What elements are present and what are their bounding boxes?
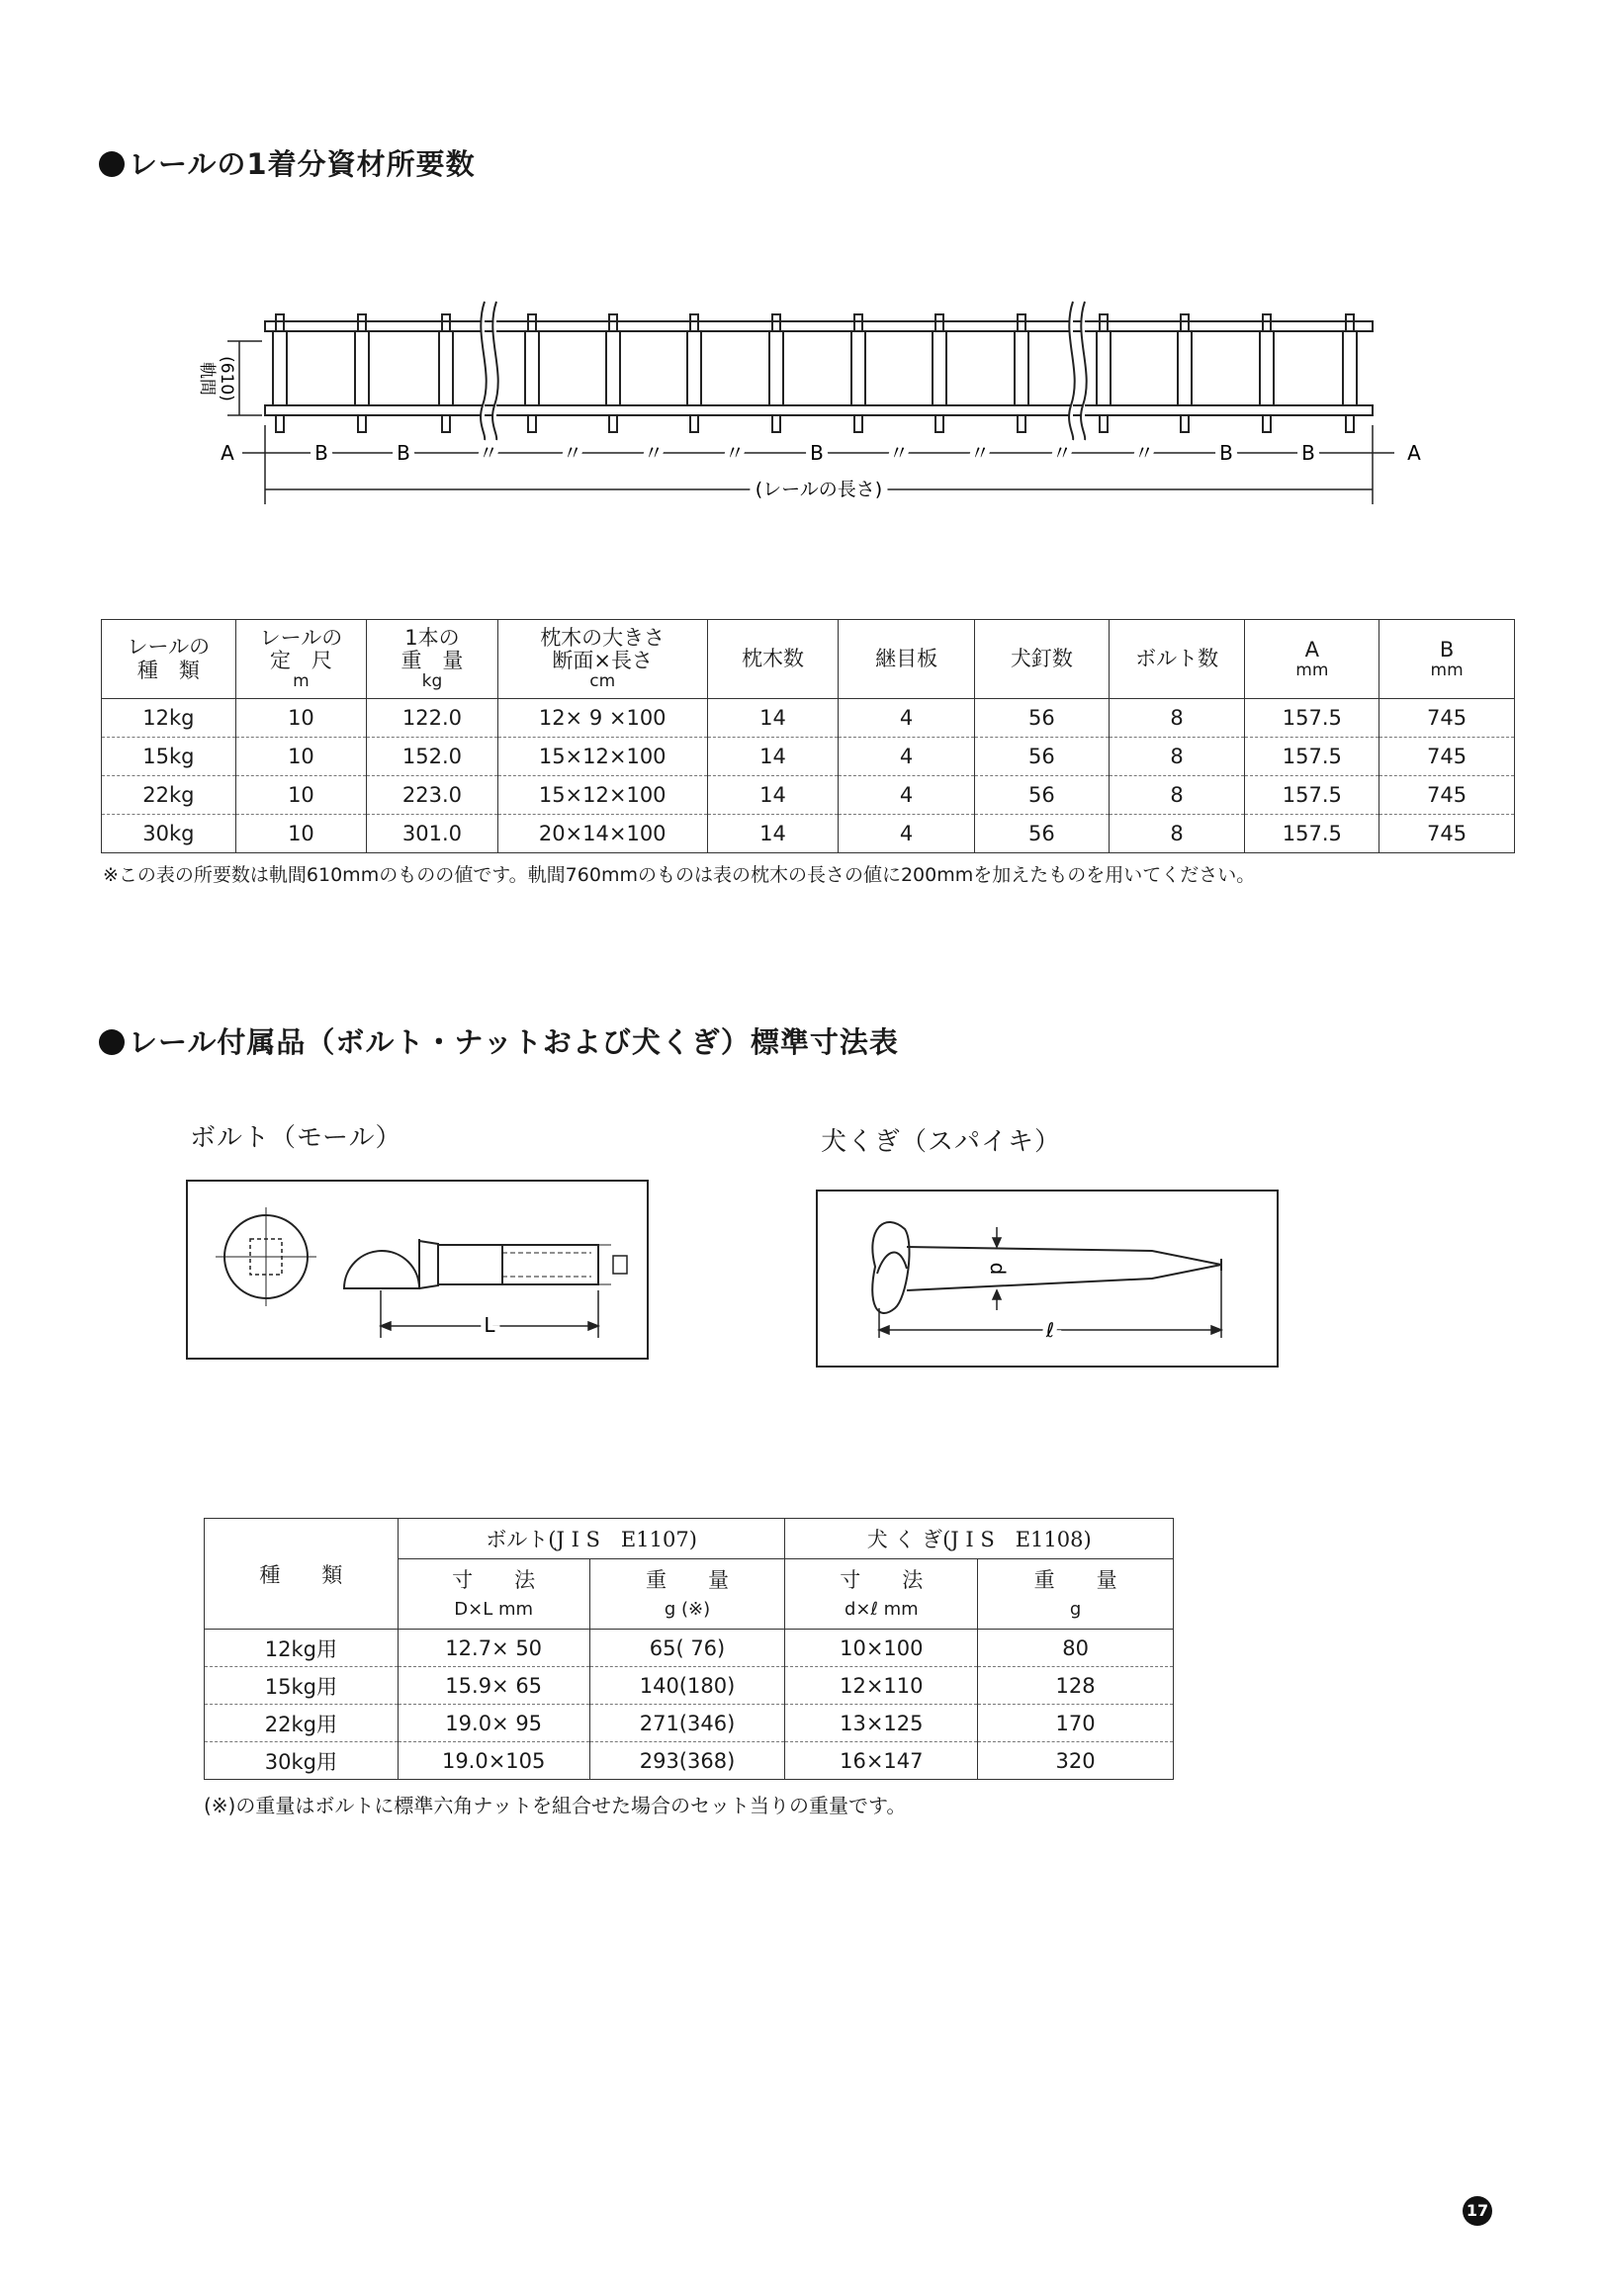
col-rail-length: レールの 定 尺 m: [235, 620, 367, 699]
col-spike-weight: 重 量 g: [978, 1559, 1174, 1630]
col-bolt-weight: 重 量 g (※): [589, 1559, 785, 1630]
table-row: 22kg用 19.0× 95 271(346) 13×125 170: [205, 1705, 1174, 1742]
spike-head: [528, 415, 536, 432]
col-bolt-size: 寸 法 D×L mm: [398, 1559, 589, 1630]
spacing-label: B: [1219, 441, 1233, 465]
col-sleeper-size: 枕木の大きさ 断面×長さ cm: [497, 620, 707, 699]
col-spike-count: 犬釘数: [975, 620, 1110, 699]
gauge-value: (610): [217, 356, 236, 401]
bullet-icon: [99, 1029, 125, 1055]
spike-head: [690, 415, 698, 432]
bolt-frame: [187, 1181, 648, 1359]
spacing-label: 〃: [725, 441, 745, 465]
spike-head: [854, 314, 862, 331]
spacing-label: 〃: [479, 441, 498, 465]
spacing-label: A: [1407, 441, 1421, 465]
spike-dim-l-label: ℓ: [1045, 1318, 1055, 1342]
rail-diagram: [148, 297, 1454, 524]
section2-title: [99, 1020, 899, 1061]
spike-drawing: [816, 1190, 1281, 1369]
bolt-drawing: [186, 1180, 651, 1362]
sleeper-9: [933, 331, 946, 405]
spike-dim-d-label: d: [986, 1262, 1010, 1276]
bolt-caption: ボルト（モール）: [190, 1123, 402, 1153]
sleeper-6: [687, 331, 701, 405]
section2-title-text: レール付属品（ボルト・ナットおよび犬くぎ）標準寸法表: [129, 1025, 899, 1059]
spike-head: [1346, 415, 1354, 432]
spike-head: [1018, 314, 1025, 331]
col-sleeper-count: 枕木数: [707, 620, 839, 699]
section1-title-text: レールの1着分資材所要数: [129, 147, 476, 181]
col-type: 種 類: [205, 1519, 399, 1630]
spike-head: [690, 314, 698, 331]
spike-head: [442, 314, 450, 331]
spacing-label: B: [397, 441, 410, 465]
accessory-size-table: [204, 1518, 1174, 1780]
sleeper-14: [1343, 331, 1357, 405]
gauge-label: 軌間: [197, 362, 217, 396]
spike-head: [442, 415, 450, 432]
table-row: 22kg 10 223.0 15×12×100 14 4 56 8 157.5 745: [102, 776, 1515, 815]
table-row: 12kg用 12.7× 50 65( 76) 10×100 80: [205, 1630, 1174, 1667]
col-rail-weight: 1本の 重 量 kg: [367, 620, 498, 699]
spike-head: [276, 415, 284, 432]
table-row: 15kg 10 152.0 15×12×100 14 4 56 8 157.5 745: [102, 738, 1515, 776]
sleeper-1: [273, 331, 287, 405]
spacing-label: 〃: [644, 441, 664, 465]
col-bolt-count: ボルト数: [1109, 620, 1245, 699]
sleeper-4: [525, 331, 539, 405]
table-row: 30kg用 19.0×105 293(368) 16×147 320: [205, 1742, 1174, 1780]
spike-head: [935, 314, 943, 331]
sleeper-10: [1015, 331, 1028, 405]
col-a: A mm: [1245, 620, 1379, 699]
col-joint-plate: 継目板: [839, 620, 975, 699]
sleeper-5: [606, 331, 620, 405]
spike-head: [609, 415, 617, 432]
table1-note: ※この表の所要数は軌間610mmのものの値です。軌間760mmのものは表の枕木の長さの値に200mmを加えたものを用いてください。: [103, 864, 1256, 886]
spike-head: [358, 415, 366, 432]
spike-head: [772, 415, 780, 432]
spike-head: [854, 415, 862, 432]
spike-head: [1181, 415, 1189, 432]
bolt-dim-l-label: L: [484, 1313, 495, 1337]
bolt-side-view: [344, 1239, 627, 1288]
spike-group-header: 犬 く ぎ(J I S E1108): [785, 1519, 1174, 1559]
spike-head: [528, 314, 536, 331]
bolt-group-header: ボルト(J I S E1107): [398, 1519, 785, 1559]
sleeper-13: [1260, 331, 1274, 405]
spacing-label: A: [221, 441, 234, 465]
spike-head: [1181, 314, 1189, 331]
table-row: 15kg用 15.9× 65 140(180) 12×110 128: [205, 1667, 1174, 1705]
sleeper-2: [355, 331, 369, 405]
bullet-icon: [99, 151, 125, 177]
spike-head: [1100, 415, 1108, 432]
spike-head: [935, 415, 943, 432]
spacing-label: 〃: [970, 441, 990, 465]
spike-body: [872, 1222, 1221, 1313]
spike-head: [276, 314, 284, 331]
spike-head: [1263, 415, 1271, 432]
table-row: 12kg 10 122.0 12× 9 ×100 14 4 56 8 157.5 745: [102, 699, 1515, 738]
sleeper-7: [769, 331, 783, 405]
sleeper-12: [1178, 331, 1192, 405]
table2-note: (※)の重量はボルトに標準六角ナットを組合せた場合のセット当りの重量です。: [204, 1794, 907, 1817]
bolt-head-top-view: [216, 1207, 316, 1306]
spacing-label: 〃: [1052, 441, 1072, 465]
table-row: 30kg 10 301.0 20×14×100 14 4 56 8 157.5 745: [102, 815, 1515, 853]
spacing-label: B: [314, 441, 328, 465]
col-rail-type: レールの 種 類: [102, 620, 236, 699]
spike-head: [1100, 314, 1108, 331]
rail-bottom: [265, 405, 1373, 415]
sleeper-11: [1097, 331, 1111, 405]
spacing-label: B: [1301, 441, 1315, 465]
sleeper-8: [851, 331, 865, 405]
spike-head: [1346, 314, 1354, 331]
spike-head: [1018, 415, 1025, 432]
col-b: B mm: [1379, 620, 1515, 699]
col-spike-size: 寸 法 d×ℓ mm: [785, 1559, 978, 1630]
length-label: (レールの長さ): [755, 479, 883, 500]
spike-caption: 犬くぎ（スパイキ）: [821, 1127, 1062, 1157]
spike-head: [772, 314, 780, 331]
page-number: 17: [1463, 2196, 1492, 2226]
spacing-label: 〃: [1134, 441, 1154, 465]
spacing-label: 〃: [563, 441, 582, 465]
section1-title: [99, 142, 476, 183]
rails: [265, 321, 1373, 415]
spacing-label: 〃: [889, 441, 909, 465]
spike-head: [609, 314, 617, 331]
spacing-label: B: [810, 441, 824, 465]
rail-top: [265, 321, 1373, 331]
sleeper-3: [439, 331, 453, 405]
spike-head: [1263, 314, 1271, 331]
rail-materials-table: [101, 619, 1515, 853]
spike-head: [358, 314, 366, 331]
